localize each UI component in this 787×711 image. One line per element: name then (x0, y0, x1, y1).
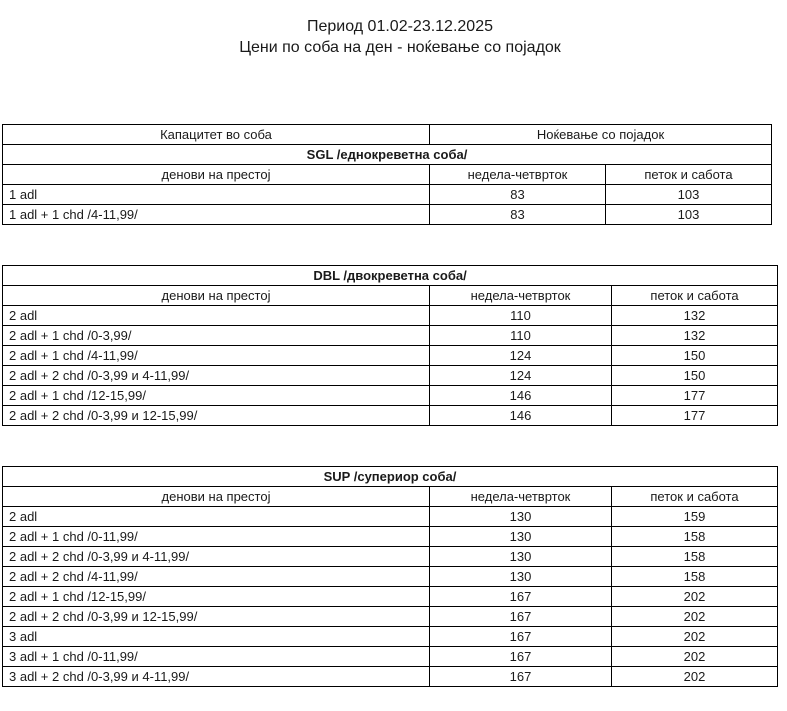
weekend-price: 159 (612, 507, 778, 527)
weekend-price: 132 (612, 306, 778, 326)
weekend-header: петок и сабота (612, 487, 778, 507)
weekday-price: 110 (430, 306, 612, 326)
weekend-price: 158 (612, 527, 778, 547)
table-row (3, 567, 778, 587)
weekend-price: 202 (612, 587, 778, 607)
weekend-price: 202 (612, 667, 778, 687)
table-row (3, 627, 778, 647)
occupancy-label: 3 adl (3, 627, 430, 647)
capacity-header: Капацитет во соба (3, 125, 430, 145)
occupancy-label: 2 adl (3, 507, 430, 527)
sup-price-table (2, 466, 778, 687)
occupancy-label: 1 adl (3, 185, 430, 205)
section-title: SUP /супериор соба/ (3, 467, 778, 487)
table-row (3, 366, 778, 386)
occupancy-label: 2 adl + 1 chd /4-11,99/ (3, 346, 430, 366)
table-row (3, 607, 778, 627)
stay-days-header: денови на престој (3, 165, 430, 185)
weekday-price: 130 (430, 547, 612, 567)
table-row (3, 547, 778, 567)
weekday-price: 146 (430, 406, 612, 426)
weekday-price: 130 (430, 567, 612, 587)
weekend-price: 103 (606, 185, 772, 205)
occupancy-label: 2 adl + 1 chd /12-15,99/ (3, 386, 430, 406)
weekday-price: 124 (430, 366, 612, 386)
weekend-price: 150 (612, 346, 778, 366)
occupancy-label: 2 adl + 1 chd /0-3,99/ (3, 326, 430, 346)
occupancy-label: 2 adl + 2 chd /0-3,99 и 4-11,99/ (3, 366, 430, 386)
weekday-header: недела-четврток (430, 286, 612, 306)
occupancy-label: 2 adl + 2 chd /0-3,99 и 4-11,99/ (3, 547, 430, 567)
table-row (3, 647, 778, 667)
occupancy-label: 3 adl + 2 chd /0-3,99 и 4-11,99/ (3, 667, 430, 687)
weekend-header: петок и сабота (606, 165, 772, 185)
dbl-price-table (2, 265, 778, 426)
stay-days-header: денови на престој (3, 286, 430, 306)
sgl-price-table (2, 124, 772, 225)
weekday-price: 110 (430, 326, 612, 346)
weekend-price: 158 (612, 547, 778, 567)
column-header-row (3, 165, 772, 185)
weekend-price: 177 (612, 386, 778, 406)
weekday-price: 167 (430, 607, 612, 627)
weekday-header: недела-четврток (430, 165, 606, 185)
occupancy-label: 2 adl + 2 chd /0-3,99 и 12-15,99/ (3, 406, 430, 426)
occupancy-label: 3 adl + 1 chd /0-11,99/ (3, 647, 430, 667)
table-row (3, 406, 778, 426)
weekday-price: 167 (430, 627, 612, 647)
table-row (3, 185, 772, 205)
weekend-price: 202 (612, 627, 778, 647)
section-title: DBL /двокреветна соба/ (3, 266, 778, 286)
section-title: SGL /еднокреветна соба/ (3, 145, 772, 165)
document-header (0, 16, 787, 58)
weekday-price: 167 (430, 647, 612, 667)
stay-days-header: денови на престој (3, 487, 430, 507)
table-row (3, 306, 778, 326)
table-row (3, 507, 778, 527)
occupancy-label: 2 adl + 1 chd /0-11,99/ (3, 527, 430, 547)
weekend-price: 103 (606, 205, 772, 225)
table-row (3, 667, 778, 687)
weekday-price: 124 (430, 346, 612, 366)
weekend-header: петок и сабота (612, 286, 778, 306)
occupancy-label: 2 adl + 2 chd /0-3,99 и 12-15,99/ (3, 607, 430, 627)
table-row (3, 205, 772, 225)
period-title: Период 01.02-23.12.2025 (306, 18, 493, 35)
table-row (3, 587, 778, 607)
weekend-price: 132 (612, 326, 778, 346)
weekday-price: 167 (430, 667, 612, 687)
occupancy-label: 2 adl + 1 chd /12-15,99/ (3, 587, 430, 607)
weekday-price: 83 (430, 205, 606, 225)
section-row (3, 467, 778, 487)
weekday-price: 130 (430, 507, 612, 527)
weekday-header: недела-четврток (430, 487, 612, 507)
weekday-price: 146 (430, 386, 612, 406)
weekday-price: 167 (430, 587, 612, 607)
occupancy-label: 2 adl (3, 306, 430, 326)
service-header: Ноќевање со појадок (430, 125, 772, 145)
weekend-price: 158 (612, 567, 778, 587)
occupancy-label: 2 adl + 2 chd /4-11,99/ (3, 567, 430, 587)
weekday-price: 83 (430, 185, 606, 205)
section-row (3, 266, 778, 286)
column-header-row (3, 487, 778, 507)
table-row (3, 346, 778, 366)
table-row (3, 527, 778, 547)
weekend-price: 202 (612, 607, 778, 627)
table-header-row (3, 125, 772, 145)
section-row (3, 145, 772, 165)
table-row (3, 386, 778, 406)
weekend-price: 177 (612, 406, 778, 426)
table-row (3, 326, 778, 346)
column-header-row (3, 286, 778, 306)
weekend-price: 150 (612, 366, 778, 386)
weekend-price: 202 (612, 647, 778, 667)
price-subtitle: Цени по соба на ден - ноќевање со појадок (239, 39, 561, 56)
weekday-price: 130 (430, 527, 612, 547)
occupancy-label: 1 adl + 1 chd /4-11,99/ (3, 205, 430, 225)
